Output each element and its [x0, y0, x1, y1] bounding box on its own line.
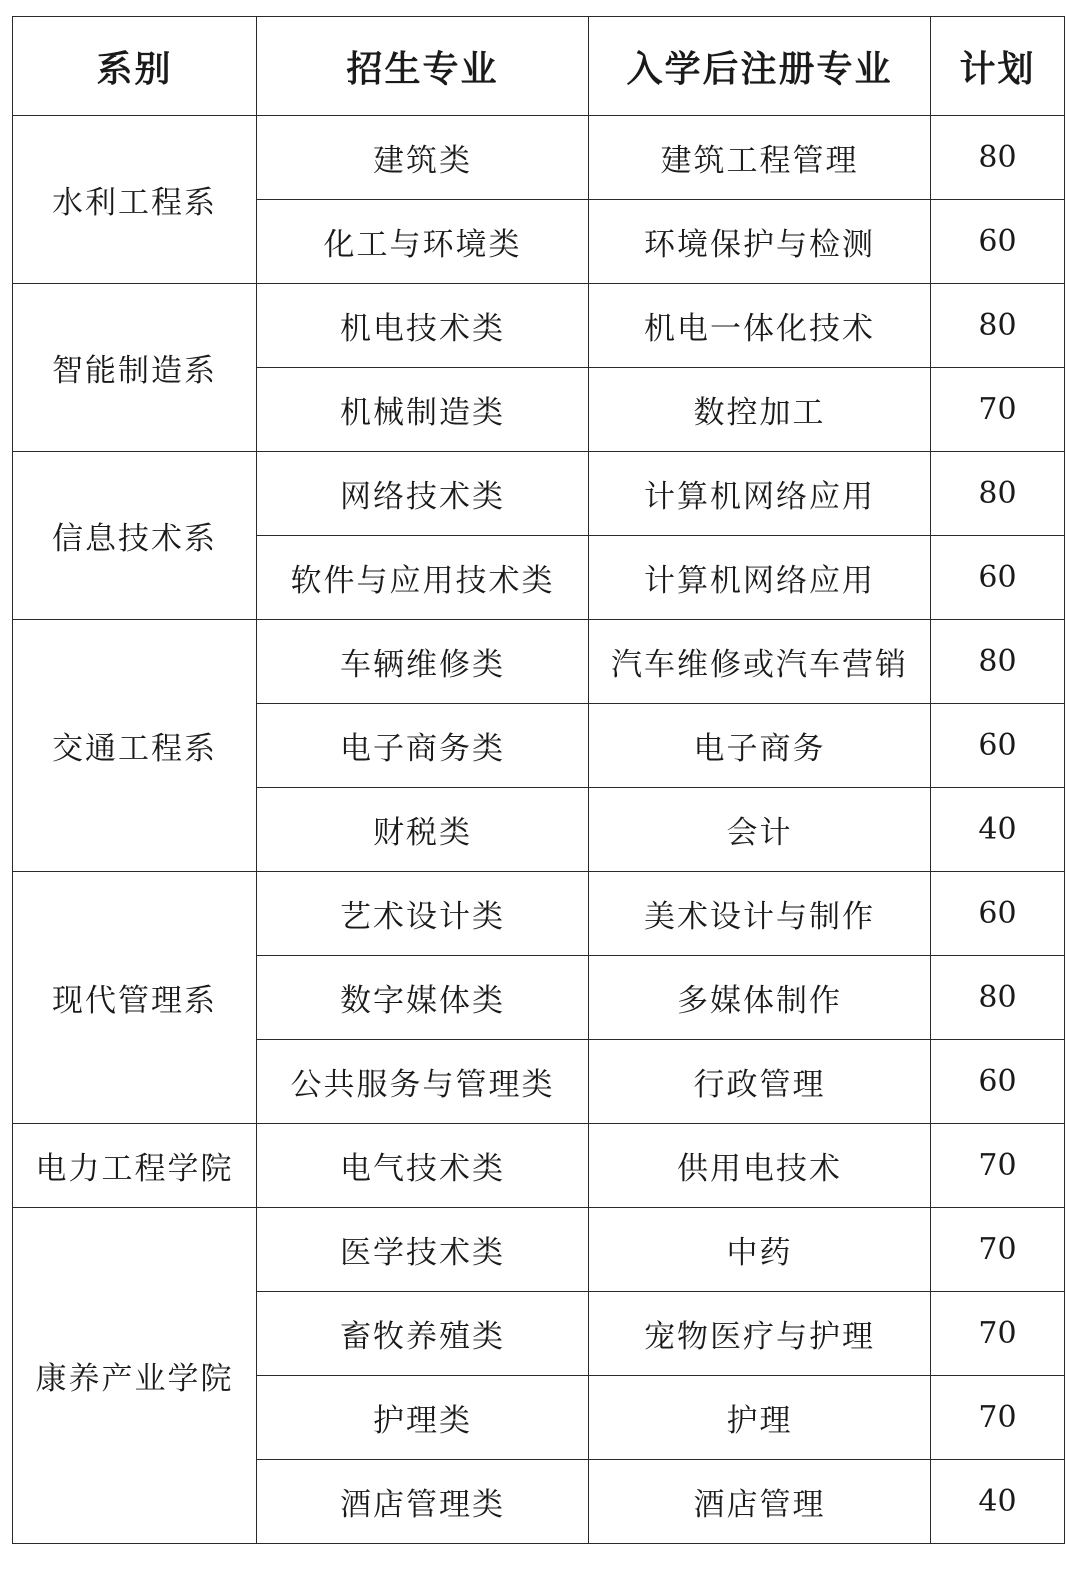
- department-cell: 智能制造系: [13, 284, 257, 452]
- registered-major-cell: 数控加工: [589, 368, 931, 452]
- registered-major-cell: 供用电技术: [589, 1124, 931, 1208]
- department-cell: 电力工程学院: [13, 1124, 257, 1208]
- registered-major-cell: 中药: [589, 1208, 931, 1292]
- enrollment-major-cell: 数字媒体类: [257, 956, 589, 1040]
- header-registered-major: 入学后注册专业: [589, 17, 931, 116]
- table-row: [13, 1208, 1065, 1292]
- enrollment-major-cell: 网络技术类: [257, 452, 589, 536]
- enrollment-major-cell: 护理类: [257, 1376, 589, 1460]
- registered-major-cell: 美术设计与制作: [589, 872, 931, 956]
- enrollment-major-cell: 电子商务类: [257, 704, 589, 788]
- plan-cell: 70: [931, 1124, 1065, 1208]
- department-cell: 康养产业学院: [13, 1208, 257, 1544]
- plan-cell: 80: [931, 620, 1065, 704]
- table-header: [13, 17, 1065, 116]
- plan-cell: 80: [931, 284, 1065, 368]
- plan-cell: 60: [931, 704, 1065, 788]
- plan-cell: 70: [931, 1376, 1065, 1460]
- registered-major-cell: 会计: [589, 788, 931, 872]
- department-cell: 水利工程系: [13, 116, 257, 284]
- plan-cell: 70: [931, 1208, 1065, 1292]
- enrollment-major-cell: 财税类: [257, 788, 589, 872]
- enrollment-major-cell: 化工与环境类: [257, 200, 589, 284]
- registered-major-cell: 行政管理: [589, 1040, 931, 1124]
- registered-major-cell: 汽车维修或汽车营销: [589, 620, 931, 704]
- enrollment-major-cell: 畜牧养殖类: [257, 1292, 589, 1376]
- enrollment-major-cell: 酒店管理类: [257, 1460, 589, 1544]
- registered-major-cell: 建筑工程管理: [589, 116, 931, 200]
- table-row: [13, 116, 1065, 200]
- enrollment-major-cell: 医学技术类: [257, 1208, 589, 1292]
- table-row: [13, 620, 1065, 704]
- enrollment-major-cell: 车辆维修类: [257, 620, 589, 704]
- registered-major-cell: 多媒体制作: [589, 956, 931, 1040]
- enrollment-major-cell: 艺术设计类: [257, 872, 589, 956]
- header-enrollment-major: 招生专业: [257, 17, 589, 116]
- table-row: [13, 284, 1065, 368]
- header-department: 系别: [13, 17, 257, 116]
- registered-major-cell: 电子商务: [589, 704, 931, 788]
- table-row: [13, 872, 1065, 956]
- plan-cell: 40: [931, 788, 1065, 872]
- registered-major-cell: 计算机网络应用: [589, 452, 931, 536]
- table-row: [13, 1124, 1065, 1208]
- plan-cell: 60: [931, 200, 1065, 284]
- department-cell: 现代管理系: [13, 872, 257, 1124]
- header-plan: 计划: [931, 17, 1065, 116]
- enrollment-major-cell: 软件与应用技术类: [257, 536, 589, 620]
- department-cell: 交通工程系: [13, 620, 257, 872]
- registered-major-cell: 机电一体化技术: [589, 284, 931, 368]
- header-row: [13, 17, 1065, 116]
- registered-major-cell: 宠物医疗与护理: [589, 1292, 931, 1376]
- plan-cell: 80: [931, 452, 1065, 536]
- plan-cell: 60: [931, 536, 1065, 620]
- plan-cell: 80: [931, 116, 1065, 200]
- plan-cell: 60: [931, 872, 1065, 956]
- registered-major-cell: 酒店管理: [589, 1460, 931, 1544]
- enrollment-major-cell: 机械制造类: [257, 368, 589, 452]
- plan-cell: 70: [931, 1292, 1065, 1376]
- registered-major-cell: 护理: [589, 1376, 931, 1460]
- table-body: [13, 116, 1065, 1544]
- registered-major-cell: 计算机网络应用: [589, 536, 931, 620]
- registered-major-cell: 环境保护与检测: [589, 200, 931, 284]
- enrollment-major-cell: 建筑类: [257, 116, 589, 200]
- enrollment-plan-table: [12, 16, 1065, 1544]
- enrollment-major-cell: 电气技术类: [257, 1124, 589, 1208]
- plan-cell: 80: [931, 956, 1065, 1040]
- plan-cell: 60: [931, 1040, 1065, 1124]
- enrollment-major-cell: 公共服务与管理类: [257, 1040, 589, 1124]
- department-cell: 信息技术系: [13, 452, 257, 620]
- plan-cell: 70: [931, 368, 1065, 452]
- plan-cell: 40: [931, 1460, 1065, 1544]
- enrollment-major-cell: 机电技术类: [257, 284, 589, 368]
- table-row: [13, 452, 1065, 536]
